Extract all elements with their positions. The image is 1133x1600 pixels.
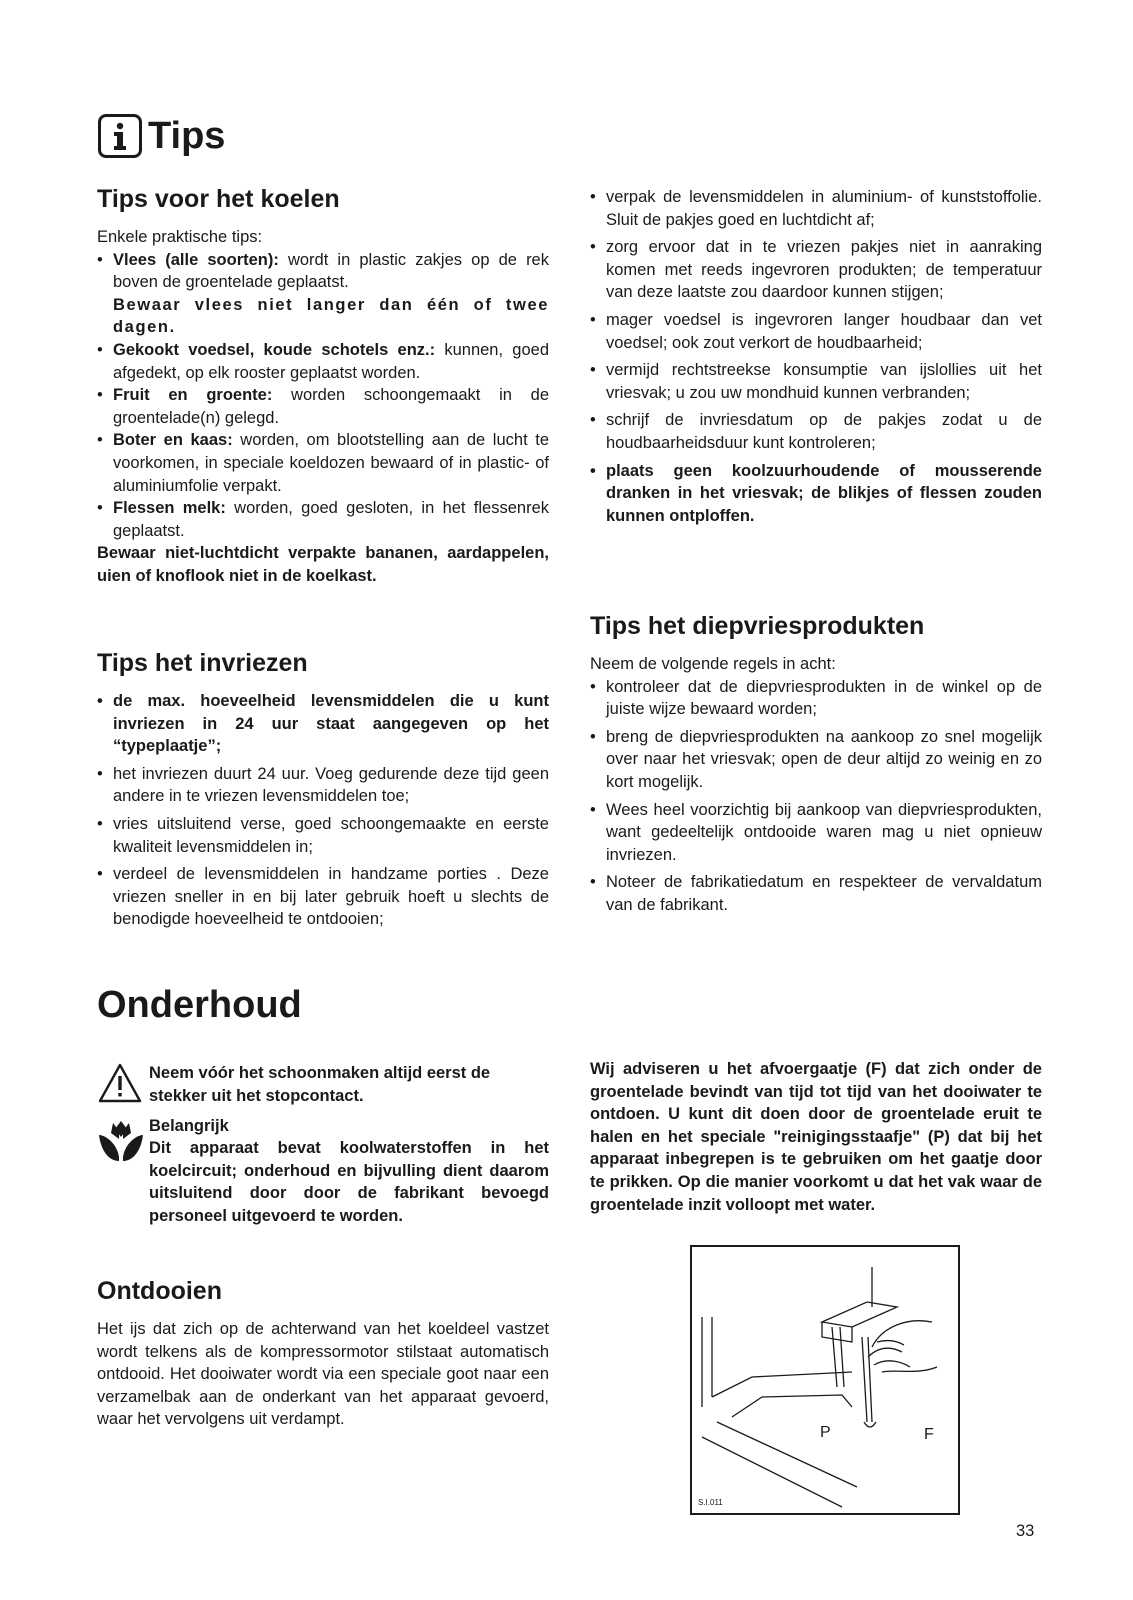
tips-header: [98, 110, 225, 162]
list-item: • plaats geen koolzuurhoudende of mousserende dranken in het vriesvak; de blikjes of flessen zouden kunnen ontploffen.: [590, 460, 1042, 528]
figure-code: S.I.011: [698, 1498, 723, 1507]
section-title: Tips het diepvriesprodukten: [590, 612, 925, 640]
warning-text: Neem vóór het schoonmaken altijd eerst de stekker uit het stopcontact.: [149, 1064, 491, 1105]
important-text: Dit apparaat bevat koolwaterstoffen in het koelcircuit; onderhoud en bijvulling dient daarom uitsluitend door door de fabrikant bevoegd personeel uitgevoerd te worden.: [149, 1139, 549, 1225]
invriezen-continued: [590, 186, 1042, 532]
list-item: • mager voedsel is ingevroren langer houdbaar dan vet voedsel; ook zout verkort de houdbaarheid;: [590, 309, 1042, 354]
list-item: • het invriezen duurt 24 uur. Voeg gedurende deze tijd geen andere in te vriezen levensmiddelen toe;: [97, 763, 549, 808]
drain-hole-illustration: [690, 1245, 960, 1515]
list-item: • verdeel de levensmiddelen in handzame porties . Deze vriezen sneller in en bij later gebruik hoeft u slechts de benodigde hoeveelheid te ontdooien;: [97, 863, 549, 931]
intro-text: Neem de volgende regels in acht:: [590, 655, 836, 673]
important-title: Belangrijk: [149, 1116, 229, 1135]
section-ontdooien: [97, 1276, 549, 1431]
list-item: • kontroleer dat de diepvriesprodukten in de winkel op de juiste wijze bewaard worden;: [590, 676, 1042, 721]
advice-block: [590, 1058, 1042, 1216]
ontdooien-text: Het ijs dat zich op de achterwand van het koeldeel vastzet wordt telkens als de kompressormotor stilstaat automatisch ontdooid. Het dooiwater wordt via een speciale goot naar een verzamelbak aan de onderkant van het apparaat gevoerd, waar het vervolgens uit verdampt.: [97, 1320, 549, 1429]
section-koelen: [97, 184, 549, 588]
list-item: • vermijd rechtstreekse konsumptie van ijslollies uit het vriesvak; u zou uw mondhuid kunnen verbranden;: [590, 359, 1042, 404]
list-item: • Vlees (alle soorten): wordt in plastic zakjes op de rek boven de groentelade geplaatst. Bewaar vlees niet langer dan één of twee dagen.: [97, 249, 549, 339]
label-f: F: [924, 1426, 934, 1443]
info-icon: [98, 114, 142, 158]
label-p: P: [820, 1424, 831, 1441]
section-title: Tips voor het koelen: [97, 185, 340, 213]
list-item: • Noteer de fabrikatiedatum en respekteer de vervaldatum van de fabrikant.: [590, 871, 1042, 916]
list-item: • Fruit en groente: worden schoongemaakt in de groentelade(n) gelegd.: [97, 384, 549, 429]
list-item: • zorg ervoor dat in te vriezen pakjes niet in aanraking komen met reeds ingevroren produkten; de temperatuur van deze laatste zou daardoor kunnen stijgen;: [590, 236, 1042, 304]
illustration-drawing: [692, 1247, 958, 1513]
list-item: • vries uitsluitend verse, goed schoongemaakte en eerste kwaliteit levensmiddelen in;: [97, 813, 549, 858]
list-item: • breng de diepvriesprodukten na aankoop zo snel mogelijk over naar het vriesvak; open de deur altijd zo weinig en zo kort mogelijk.: [590, 726, 1042, 794]
list-item: • Flessen melk: worden, goed gesloten, in het flessenrek geplaatst.: [97, 497, 549, 542]
section-heading-onderhoud: Onderhoud: [97, 984, 302, 1026]
section-invriezen: [97, 648, 549, 936]
advice-text: Wij adviseren u het afvoergaatje (F) dat zich onder de groentelade bevindt van tijd tot tijd van het dooiwater te ontdoen. U kunt dit doen door de groentelade eruit te halen en het speciale "reinigingsstaafje" (P) dat bij het apparaat inbegrepen is te gebruiken om het gaatje door te prikken. Op die manier voorkomt u dat het vak waar de groentelade inzit volloopt met water.: [590, 1060, 1042, 1214]
section-title: Tips het invriezen: [97, 649, 308, 677]
warning-block: [97, 1062, 549, 1228]
koelen-note: Bewaar niet-luchtdicht verpakte bananen, aardappelen, uien of knoflook niet in de koelkast.: [97, 544, 549, 585]
page-number: 33: [1016, 1522, 1035, 1540]
diepvries-list: [590, 676, 1042, 917]
important-row: [97, 1115, 549, 1228]
environment-icon: [97, 1115, 149, 1228]
warning-triangle-icon: [97, 1062, 149, 1111]
list-item: • verpak de levensmiddelen in aluminium- of kunststoffolie. Sluit de pakjes goed en luchtdicht af;: [590, 186, 1042, 231]
invriezen-list-continued: [590, 186, 1042, 527]
intro-text: Enkele praktische tips:: [97, 228, 263, 246]
invriezen-list: [97, 690, 549, 931]
section-diepvries: [590, 611, 1042, 922]
list-item: • de max. hoeveelheid levensmiddelen die u kunt invriezen in 24 uur staat aangegeven op het “typeplaatje”;: [97, 690, 549, 758]
list-item: • Gekookt voedsel, koude schotels enz.: kunnen, goed afgedekt, op elk rooster geplaatst worden.: [97, 339, 549, 384]
list-item: • Boter en kaas: worden, om blootstelling aan de lucht te voorkomen, in speciale koeldozen bewaard of in plastic- of aluminiumfolie verpakt.: [97, 429, 549, 497]
page-title: Tips: [148, 114, 226, 157]
warning-row: [97, 1062, 549, 1111]
list-item: • schrijf de invriesdatum op de pakjes zodat u de houdbaarheidsduur kunt kontroleren;: [590, 409, 1042, 454]
list-item: • Wees heel voorzichtig bij aankoop van diepvriesprodukten, want gedeeltelijk ontdooide waren mag u niet opnieuw invriezen.: [590, 799, 1042, 867]
koelen-list: [97, 249, 549, 543]
important-block: [149, 1115, 549, 1228]
section-title: Ontdooien: [97, 1277, 222, 1305]
